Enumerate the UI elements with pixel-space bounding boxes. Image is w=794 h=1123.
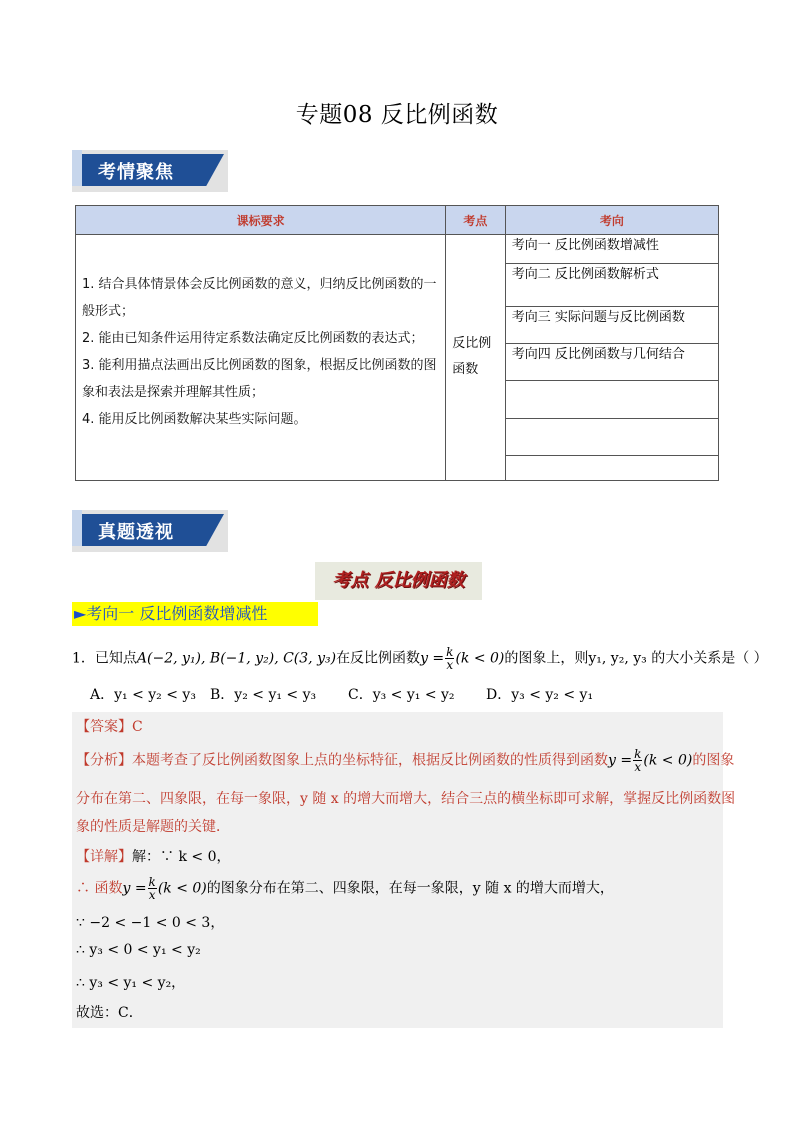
requirement-item: 4. 能用反比例函数解决某些实际问题。 xyxy=(82,412,307,427)
table-header-row xyxy=(76,206,719,235)
option-a: A．y₁ < y₂ < y₃ xyxy=(90,687,196,703)
detail-line-2: ∴ 函数y = $\frac{k}{x}$ (k < 0)的图象分布在第二、四象限，在每一象限，y 随 x 的增大而增大， xyxy=(76,875,614,902)
analysis-line-1: 【分析】本题考查了反比例函数图象上点的坐标特征，根据反比例函数的性质得到函数y = $\frac{k}{x}$ (k < 0)的图象 xyxy=(76,747,735,774)
kaoxiang-item xyxy=(505,381,718,419)
question-1: 1．已知点A(−2, y₁), B(−1, y₂), C(3, y₃)在反比例函数y = $\frac{k}{x}$ (k < 0)的图象上，则y₁, y₂, y₃ 的大小关系是（ ） xyxy=(72,645,768,672)
fraction: $\frac{k}{x}$ xyxy=(446,645,454,672)
option-d: D．y₃ < y₂ < y₁ xyxy=(486,687,594,703)
section-banner-kaoqing xyxy=(72,150,228,192)
requirement-item: 2. 能由已知条件运用待定系数法确定反比例函数的表达式； xyxy=(82,331,424,346)
kaoxiang-item: 考向一 反比例函数增减性 xyxy=(505,235,718,264)
header-kaodian: 考点 xyxy=(446,206,506,235)
detail-line-4: ∴ y₃ < 0 < y₁ < y₂ xyxy=(76,942,201,958)
kaoxiang-item xyxy=(505,419,718,456)
curriculum-table xyxy=(75,205,719,481)
analysis-line-2: 分布在第二、四象限，在每一象限，y 随 x 的增大而增大，结合三点的横坐标即可求解，掌握反比例函数图 xyxy=(76,791,736,807)
requirement-item: 1. 结合具体情景体会反比例函数的意义，归纳反比例函数的一般形式； xyxy=(82,277,437,319)
kaoxiang-item xyxy=(505,456,718,481)
kaoxiang-item: 考向二 反比例函数解析式 xyxy=(505,264,718,307)
option-c: C．y₃ < y₁ < y₂ xyxy=(348,687,455,703)
detail-line-5: ∴ y₃ < y₁ < y₂， xyxy=(76,975,186,991)
banner-label: 真题透视 xyxy=(98,522,174,543)
question-points: A(−2, y₁), B(−1, y₂), C(3, y₃) xyxy=(136,650,337,667)
page-title: 专题08 反比例函数 xyxy=(295,102,499,128)
kaodian-cell: 反比例函数 xyxy=(446,235,506,481)
kaoxiang-item: 考向四 反比例函数与几何结合 xyxy=(505,344,718,381)
option-b: B．y₂ < y₁ < y₃ xyxy=(210,687,317,703)
requirement-item: 3. 能利用描点法画出反比例函数的图象，根据反比例函数的图象和表法是探索并理解其性质； xyxy=(82,358,437,400)
kaodian-title: 考点 反比例函数 xyxy=(315,562,482,600)
answer-line: 【答案】C xyxy=(76,719,143,735)
detail-line-6: 故选：C． xyxy=(76,1005,143,1021)
detail-line-1: 【详解】解：∵ k < 0， xyxy=(76,849,231,865)
analysis-line-3: 象的性质是解题的关键． xyxy=(76,819,230,835)
header-requirements: 课标要求 xyxy=(76,206,446,235)
header-kaoxiang: 考向 xyxy=(505,206,718,235)
detail-line-3: ∵ −2 < −1 < 0 < 3， xyxy=(76,915,225,931)
direction-heading: ►考向一 反比例函数增减性 xyxy=(72,602,318,626)
kaoxiang-item: 考向三 实际问题与反比例函数 xyxy=(505,307,718,344)
banner-label: 考情聚焦 xyxy=(98,162,174,183)
requirements-cell xyxy=(76,235,446,481)
section-banner-zhenti xyxy=(72,510,228,552)
